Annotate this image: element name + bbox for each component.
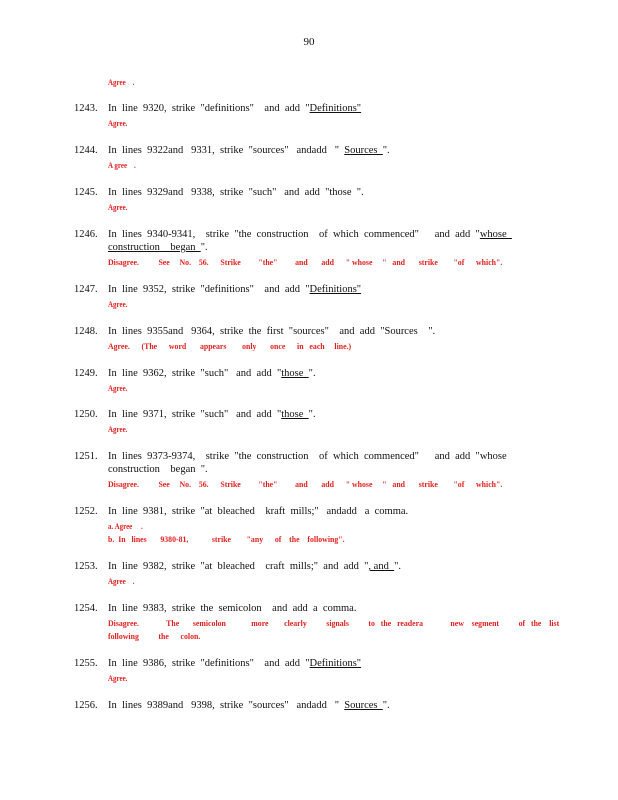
- entry-text: In lines 9389and 9398, strike "sources" andadd " Sources ".: [108, 700, 390, 711]
- entry-text-line-1: In lines 9373-9374, strike "the construction of which commenced" and add "whose: [108, 451, 507, 462]
- entry-number: 1243.: [74, 103, 98, 114]
- entry-text-line-2: construction began ".: [108, 464, 208, 475]
- entry-response: Agree.: [108, 424, 128, 434]
- entry-text: In line 9386, strike "definitions" and add "Definitions": [108, 658, 362, 669]
- entry-response: Agree.: [108, 299, 128, 309]
- entry-number: 1244.: [74, 145, 98, 156]
- entry-response: a. Agree .: [108, 521, 143, 531]
- entry-response: Disagree. See No. 56. Strike "the" and add " whose " and strike "of which".: [108, 479, 503, 489]
- entry-number: 1246.: [74, 229, 98, 240]
- entry-text: In line 9383, strike the semicolon and add a comma.: [108, 603, 357, 614]
- entry-text: In line 9320, strike "definitions" and add "Definitions": [108, 103, 362, 114]
- entry-text: In lines 9322and 9331, strike "sources" andadd " Sources ".: [108, 145, 390, 156]
- entry-number: 1254.: [74, 603, 98, 614]
- entry-text: In line 9382, strike "at bleached craft mills;" and add ", and ".: [108, 561, 402, 572]
- entry-text: In lines 9355and 9364, strike the first "sources" and add "Sources ".: [108, 326, 436, 337]
- entry-response: Disagree. See No. 56. Strike "the" and add " whose " and strike "of which".: [108, 257, 503, 267]
- entry-number: 1249.: [74, 368, 98, 379]
- entry-text-line-2: construction began ".: [108, 242, 208, 253]
- entry-text-line-1: In lines 9340-9341, strike "the construction of which commenced" and add "whose: [108, 229, 512, 240]
- entry-response: A gree .: [108, 160, 136, 170]
- page-number: 90: [303, 36, 315, 48]
- entry-response-2: b. In lines 9380-81, strike "any of the following".: [108, 534, 345, 544]
- entry-response: Agree.: [108, 673, 128, 683]
- entry-response: Agree.: [108, 383, 128, 393]
- entry-number: 1250.: [74, 409, 98, 420]
- entry-text: In line 9371, strike "such" and add "those ".: [108, 409, 316, 420]
- entry-response: Disagree. The semicolon more clearly signals to the readera new segment of the list: [108, 618, 560, 628]
- entry-number: 1245.: [74, 187, 98, 198]
- entry-text: In line 9381, strike "at bleached kraft mills;" andadd a comma.: [108, 506, 409, 517]
- entry-text: In line 9362, strike "such" and add "those ".: [108, 368, 316, 379]
- entry-text: In lines 9329and 9338, strike "such" and add "those ".: [108, 187, 364, 198]
- entry-response: Agree. (The word appears only once in each line.): [108, 341, 352, 351]
- entry-response-2: following the colon.: [108, 631, 201, 641]
- entry-number: 1247.: [74, 284, 98, 295]
- entry-response: Agree .: [108, 576, 135, 586]
- entry-response: Agree.: [108, 118, 128, 128]
- entry-number: 1251.: [74, 451, 98, 462]
- entry-number: 1248.: [74, 326, 98, 337]
- entry-number: 1253.: [74, 561, 98, 572]
- entry-response: Agree.: [108, 202, 128, 212]
- entry-text: In line 9352, strike "definitions" and add "Definitions": [108, 284, 362, 295]
- entry-number: 1255.: [74, 658, 98, 669]
- top-response: Agree .: [108, 77, 135, 87]
- entry-number: 1256.: [74, 700, 98, 711]
- entry-number: 1252.: [74, 506, 98, 517]
